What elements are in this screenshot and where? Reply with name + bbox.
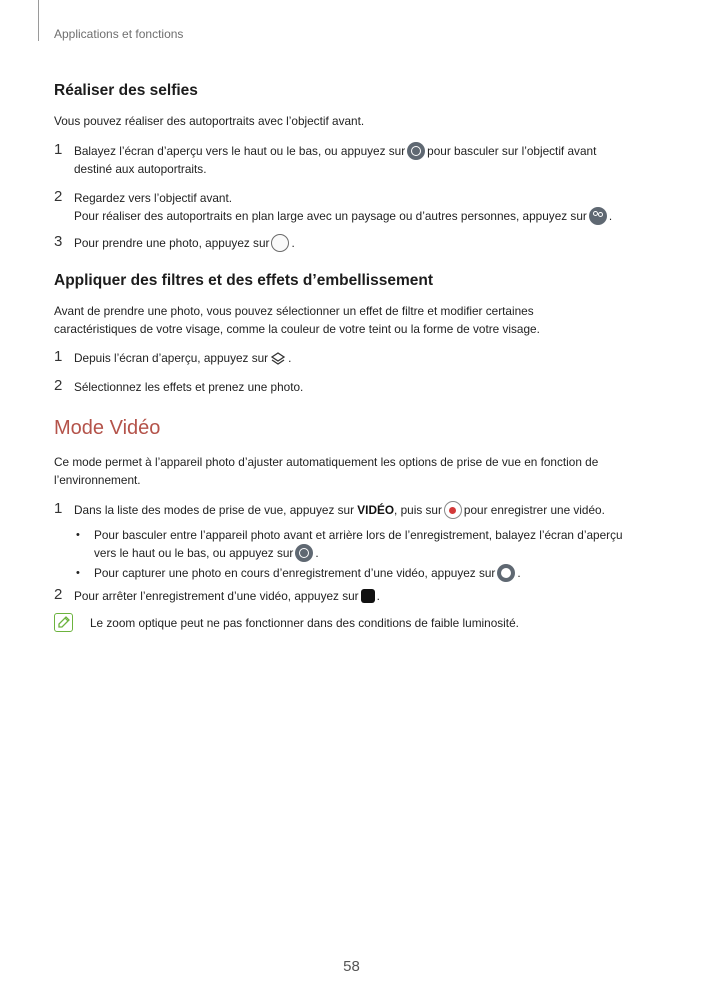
filters-step-2-number: 2 xyxy=(54,377,63,394)
selfie-step-2-text: Regardez vers l’objectif avant. xyxy=(74,191,233,205)
video-note: Le zoom optique peut ne pas fonctionner dans des conditions de faible luminosité. xyxy=(90,616,519,630)
selfie-step-3 xyxy=(74,234,664,252)
video-bullet-1-end: . xyxy=(315,546,319,560)
filters-step-1-text-after: . xyxy=(288,351,292,365)
selfie-step-1 xyxy=(74,142,664,178)
filters-step-1-number: 1 xyxy=(54,348,63,365)
selfie-step-1-text-after: pour basculer sur l’objectif avant xyxy=(427,144,597,158)
video-step-2-number: 2 xyxy=(54,586,63,603)
video-mode-title: Mode Vidéo xyxy=(54,417,161,439)
filters-intro-line1: Avant de prendre une photo, vous pouvez sélectionner un effet de filtre et modifier certaines xyxy=(54,304,534,318)
video-bullet-2-end: . xyxy=(517,566,521,580)
capture-icon xyxy=(497,564,515,582)
filters-step-1-text: Depuis l’écran d’aperçu, appuyez sur xyxy=(74,351,269,365)
bullet-2: • xyxy=(76,567,80,579)
switch-camera-icon xyxy=(407,142,425,160)
selfie-step-1-text: Balayez l’écran d’aperçu vers le haut ou le bas, ou appuyez sur xyxy=(74,144,406,158)
video-bullet-2-text: Pour capturer une photo en cours d’enregistrement d’une vidéo, appuyez sur xyxy=(94,566,496,580)
selfie-step-3-text: Pour prendre une photo, appuyez sur xyxy=(74,236,270,250)
video-intro-line2: l’environnement. xyxy=(54,473,141,487)
video-step-1-number: 1 xyxy=(54,500,63,517)
video-step-2-text: Pour arrêter l’enregistrement d’une vidéo, appuyez sur xyxy=(74,589,359,603)
selfie-step-2-number: 2 xyxy=(54,188,63,205)
selfie-step-3-number: 3 xyxy=(54,233,63,250)
selfie-step-2 xyxy=(74,189,664,225)
video-bullet-2 xyxy=(94,564,664,582)
shutter-icon xyxy=(271,234,289,252)
video-step-2-end: . xyxy=(376,589,380,603)
filters-intro-line2: caractéristiques de votre visage, comme la couleur de votre teint ou la forme de votre visage. xyxy=(54,322,540,336)
bullet-1: • xyxy=(76,529,80,541)
selfie-step-1-number: 1 xyxy=(54,141,63,158)
selfie-step-1-line2: destiné aux autoportraits. xyxy=(74,162,207,176)
video-step-1-text-after: pour enregistrer une vidéo. xyxy=(463,503,605,517)
video-keyword: VIDÉO xyxy=(357,503,395,517)
video-intro xyxy=(54,453,654,489)
selfie-intro: Vous pouvez réaliser des autoportraits avec l’objectif avant. xyxy=(54,114,365,128)
section-header: Applications et fonctions xyxy=(54,27,184,41)
selfie-step-3-text-after: . xyxy=(291,236,295,250)
filter-icon xyxy=(270,351,286,367)
video-bullet-1-line1: Pour basculer entre l’appareil photo avant et arrière lors de l’enregistrement, balayez l’écran d’aperçu xyxy=(94,528,623,542)
video-bullet-1-line2: vers le haut ou le bas, ou appuyez sur xyxy=(94,546,294,560)
selfie-step-2-line2: Pour réaliser des autoportraits en plan large avec un paysage ou d’autres personnes, appuyez sur xyxy=(74,209,587,223)
switch-camera-icon xyxy=(295,544,313,562)
video-step-1-text: Dans la liste des modes de prise de vue, appuyez sur xyxy=(74,503,355,517)
video-bullet-1 xyxy=(94,526,664,562)
header-divider xyxy=(38,0,39,41)
video-step-1-middle: , puis sur xyxy=(394,503,442,517)
filters-step-1 xyxy=(74,349,664,367)
record-icon xyxy=(444,501,462,519)
filters-title: Appliquer des filtres et des effets d’embellissement xyxy=(54,272,434,289)
stop-icon xyxy=(361,589,375,603)
wide-selfie-icon xyxy=(589,207,607,225)
video-step-2 xyxy=(74,587,664,605)
filters-step-2: Sélectionnez les effets et prenez une photo. xyxy=(74,380,304,394)
note-icon xyxy=(54,613,73,632)
page-number: 58 xyxy=(343,958,360,975)
video-intro-line1: Ce mode permet à l’appareil photo d’ajuster automatiquement les options de prise de vue en fonction de xyxy=(54,455,599,469)
filters-intro xyxy=(54,302,654,338)
selfie-step-2-line2-end: . xyxy=(608,209,613,223)
video-step-1 xyxy=(74,501,664,519)
selfie-title: Réaliser des selfies xyxy=(54,82,198,99)
